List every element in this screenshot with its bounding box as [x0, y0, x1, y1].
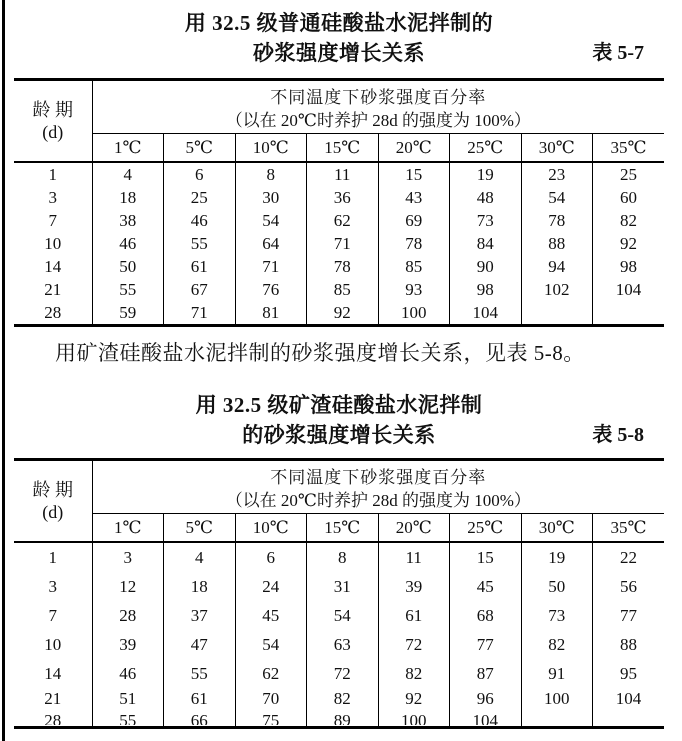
- age-cell: 3: [48, 187, 57, 207]
- table2-span-header-cell: [92, 460, 664, 514]
- strength-value-cell: 78: [307, 255, 379, 278]
- strength-value-cell: 30: [235, 186, 307, 209]
- temperature-header-cell: 10℃: [235, 134, 307, 163]
- strength-value-cell: 46: [92, 232, 164, 255]
- strength-value-cell: [521, 301, 593, 326]
- table1-number-label: 表 5-7: [592, 42, 644, 64]
- strength-value-cell: 71: [235, 255, 307, 278]
- strength-value-cell: 77: [593, 601, 665, 630]
- strength-value-cell: 24: [235, 572, 307, 601]
- body-paragraph: 用矿渣硅酸盐水泥拌制的砂浆强度增长关系，见表 5-8。: [55, 341, 585, 365]
- age-cell: 3: [48, 576, 57, 596]
- table2-title-line2-row: [14, 420, 664, 450]
- strength-value-cell: 93: [378, 278, 450, 301]
- strength-value-cell: 88: [593, 630, 665, 659]
- table2-title-line1: 用 32.5 级矿渣硅酸盐水泥拌制: [195, 393, 483, 417]
- strength-value-cell: 45: [235, 601, 307, 630]
- strength-value-cell: 39: [92, 630, 164, 659]
- strength-value-cell: 19: [521, 542, 593, 572]
- page-scan-edge-line: [2, 0, 5, 741]
- strength-value-cell: 18: [164, 572, 236, 601]
- strength-value-cell: 78: [521, 209, 593, 232]
- table1-age-header-line1: 龄 期: [32, 100, 73, 120]
- strength-value-cell: 37: [164, 601, 236, 630]
- strength-value-cell: 25: [164, 186, 236, 209]
- temperature-header-cell: 10℃: [235, 514, 307, 543]
- table-row: [14, 186, 664, 209]
- strength-value-cell: 62: [307, 209, 379, 232]
- strength-value-cell: 102: [521, 278, 593, 301]
- strength-value-cell: 38: [92, 209, 164, 232]
- table1-span-header-cell: [92, 80, 664, 134]
- strength-value-cell: [593, 301, 665, 326]
- temperature-header-cell: 1℃: [92, 134, 164, 163]
- table1-title-line2-row: [14, 38, 664, 68]
- table2-age-header-cell: [14, 460, 92, 543]
- table1-span-header-line1: 不同温度下砂浆强度百分率: [270, 87, 487, 107]
- strength-value-cell: 55: [164, 232, 236, 255]
- table2-span-header-line2: （以在 20℃时养护 28d 的强度为 100%）: [225, 490, 531, 510]
- temperature-header-cell: 15℃: [307, 134, 379, 163]
- temperature-header-cell: 35℃: [593, 514, 665, 543]
- strength-value-cell: 46: [164, 209, 236, 232]
- strength-value-cell: 82: [521, 630, 593, 659]
- age-cell: 28: [44, 711, 62, 725]
- strength-value-cell: 67: [164, 278, 236, 301]
- age-cell: 28: [44, 302, 62, 322]
- strength-value-cell: 100: [378, 710, 450, 728]
- strength-value-cell: 43: [378, 186, 450, 209]
- age-cell: 10: [44, 233, 62, 253]
- strength-value-cell: 8: [307, 542, 379, 572]
- table-row: [14, 630, 664, 659]
- strength-value-cell: 12: [92, 572, 164, 601]
- strength-value-cell: 89: [307, 710, 379, 728]
- strength-value-cell: 96: [450, 688, 522, 710]
- age-cell: 14: [44, 663, 62, 683]
- strength-value-cell: 71: [307, 232, 379, 255]
- strength-value-cell: 72: [307, 659, 379, 688]
- strength-value-cell: 98: [450, 278, 522, 301]
- strength-value-cell: [521, 710, 593, 728]
- strength-value-cell: 59: [92, 301, 164, 326]
- strength-value-cell: 19: [450, 162, 522, 186]
- strength-value-cell: 18: [92, 186, 164, 209]
- strength-value-cell: 61: [378, 601, 450, 630]
- strength-value-cell: 77: [450, 630, 522, 659]
- age-cell: 1: [48, 164, 57, 184]
- temperature-header-cell: 30℃: [521, 514, 593, 543]
- strength-value-cell: 60: [593, 186, 665, 209]
- strength-value-cell: 23: [521, 162, 593, 186]
- strength-value-cell: 85: [307, 278, 379, 301]
- strength-value-cell: 61: [164, 688, 236, 710]
- strength-value-cell: 72: [378, 630, 450, 659]
- table-row: [14, 278, 664, 301]
- table2-age-header-line2: (d): [42, 502, 64, 522]
- table1-title-line2: 砂浆强度增长关系: [253, 41, 425, 65]
- table1-temperature-header-row: [14, 134, 664, 163]
- strength-value-cell: 8: [235, 162, 307, 186]
- strength-value-cell: 15: [450, 542, 522, 572]
- temperature-header-cell: 5℃: [164, 134, 236, 163]
- strength-value-cell: 6: [235, 542, 307, 572]
- table-row: [14, 209, 664, 232]
- strength-value-cell: 92: [378, 688, 450, 710]
- strength-value-cell: 82: [307, 688, 379, 710]
- strength-value-cell: 100: [521, 688, 593, 710]
- table2-number-label: 表 5-8: [592, 424, 644, 446]
- strength-value-cell: 11: [307, 162, 379, 186]
- strength-value-cell: 28: [92, 601, 164, 630]
- strength-value-cell: 54: [235, 209, 307, 232]
- strength-value-cell: 90: [450, 255, 522, 278]
- strength-value-cell: 45: [450, 572, 522, 601]
- strength-value-cell: 64: [235, 232, 307, 255]
- strength-value-cell: 54: [307, 601, 379, 630]
- strength-value-cell: 78: [378, 232, 450, 255]
- strength-value-cell: 104: [450, 301, 522, 326]
- strength-value-cell: 92: [593, 232, 665, 255]
- temperature-header-cell: 25℃: [450, 514, 522, 543]
- strength-value-cell: 71: [164, 301, 236, 326]
- strength-value-cell: 104: [593, 278, 665, 301]
- temperature-header-cell: 20℃: [378, 514, 450, 543]
- table2-title-block: [14, 390, 664, 450]
- strength-value-cell: 48: [450, 186, 522, 209]
- table1-age-header-line2: (d): [42, 122, 64, 142]
- strength-value-cell: 69: [378, 209, 450, 232]
- strength-value-cell: 36: [307, 186, 379, 209]
- strength-value-cell: 55: [92, 278, 164, 301]
- strength-value-cell: 46: [92, 659, 164, 688]
- strength-value-cell: 3: [92, 542, 164, 572]
- table1-header-row1: [14, 80, 664, 134]
- strength-value-cell: 104: [593, 688, 665, 710]
- table1-title-line1: 用 32.5 级普通硅酸盐水泥拌制的: [184, 11, 494, 35]
- strength-value-cell: 56: [593, 572, 665, 601]
- strength-value-cell: 54: [521, 186, 593, 209]
- strength-value-cell: 95: [593, 659, 665, 688]
- temperature-header-cell: 15℃: [307, 514, 379, 543]
- strength-value-cell: 91: [521, 659, 593, 688]
- age-cell: 21: [44, 279, 62, 299]
- table1-body: [14, 162, 664, 326]
- mortar-strength-table-5-8: [14, 458, 664, 729]
- strength-value-cell: 47: [164, 630, 236, 659]
- table1-span-header-line2: （以在 20℃时养护 28d 的强度为 100%）: [225, 110, 531, 130]
- strength-value-cell: 25: [593, 162, 665, 186]
- strength-value-cell: [593, 710, 665, 728]
- strength-value-cell: 87: [450, 659, 522, 688]
- strength-value-cell: 15: [378, 162, 450, 186]
- strength-value-cell: 84: [450, 232, 522, 255]
- strength-value-cell: 73: [450, 209, 522, 232]
- table2-title-line2: 的砂浆强度增长关系: [242, 423, 436, 447]
- table-row: [14, 688, 664, 710]
- strength-value-cell: 98: [593, 255, 665, 278]
- strength-value-cell: 100: [378, 301, 450, 326]
- temperature-header-cell: 1℃: [92, 514, 164, 543]
- strength-value-cell: 55: [164, 659, 236, 688]
- table2-span-header-line1: 不同温度下砂浆强度百分率: [270, 467, 487, 487]
- strength-value-cell: 88: [521, 232, 593, 255]
- strength-value-cell: 62: [235, 659, 307, 688]
- temperature-header-cell: 5℃: [164, 514, 236, 543]
- strength-value-cell: 39: [378, 572, 450, 601]
- table2-body: [14, 542, 664, 728]
- strength-value-cell: 73: [521, 601, 593, 630]
- table1-title-block: [14, 0, 664, 68]
- strength-value-cell: 81: [235, 301, 307, 326]
- table-row: [14, 255, 664, 278]
- strength-value-cell: 54: [235, 630, 307, 659]
- age-cell: 7: [48, 605, 57, 625]
- age-cell: 7: [48, 210, 57, 230]
- table2-age-header-line1: 龄 期: [32, 480, 73, 500]
- strength-value-cell: 55: [92, 710, 164, 728]
- strength-value-cell: 82: [593, 209, 665, 232]
- strength-value-cell: 51: [92, 688, 164, 710]
- temperature-header-cell: 20℃: [378, 134, 450, 163]
- mortar-strength-table-5-7: [14, 78, 664, 327]
- strength-value-cell: 70: [235, 688, 307, 710]
- strength-value-cell: 63: [307, 630, 379, 659]
- strength-value-cell: 50: [92, 255, 164, 278]
- strength-value-cell: 85: [378, 255, 450, 278]
- strength-value-cell: 92: [307, 301, 379, 326]
- strength-value-cell: 94: [521, 255, 593, 278]
- table-row: [14, 710, 664, 728]
- strength-value-cell: 6: [164, 162, 236, 186]
- table-row: [14, 301, 664, 326]
- table-row: [14, 542, 664, 572]
- age-cell: 21: [44, 689, 62, 708]
- table1-age-header-cell: [14, 80, 92, 163]
- strength-value-cell: 66: [164, 710, 236, 728]
- temperature-header-cell: 25℃: [450, 134, 522, 163]
- table-row: [14, 572, 664, 601]
- table-row: [14, 659, 664, 688]
- age-cell: 10: [44, 634, 62, 654]
- strength-value-cell: 31: [307, 572, 379, 601]
- strength-value-cell: 68: [450, 601, 522, 630]
- strength-value-cell: 50: [521, 572, 593, 601]
- strength-value-cell: 104: [450, 710, 522, 728]
- strength-value-cell: 61: [164, 255, 236, 278]
- age-cell: 14: [44, 256, 62, 276]
- strength-value-cell: 22: [593, 542, 665, 572]
- temperature-header-cell: 30℃: [521, 134, 593, 163]
- table2-header-row1: [14, 460, 664, 514]
- table-row: [14, 601, 664, 630]
- strength-value-cell: 75: [235, 710, 307, 728]
- table-row: [14, 162, 664, 186]
- strength-value-cell: 82: [378, 659, 450, 688]
- strength-value-cell: 4: [92, 162, 164, 186]
- strength-value-cell: 76: [235, 278, 307, 301]
- strength-value-cell: 4: [164, 542, 236, 572]
- age-cell: 1: [48, 547, 57, 567]
- table-row: [14, 232, 664, 255]
- strength-value-cell: 11: [378, 542, 450, 572]
- temperature-header-cell: 35℃: [593, 134, 665, 163]
- table2-temperature-header-row: [14, 514, 664, 543]
